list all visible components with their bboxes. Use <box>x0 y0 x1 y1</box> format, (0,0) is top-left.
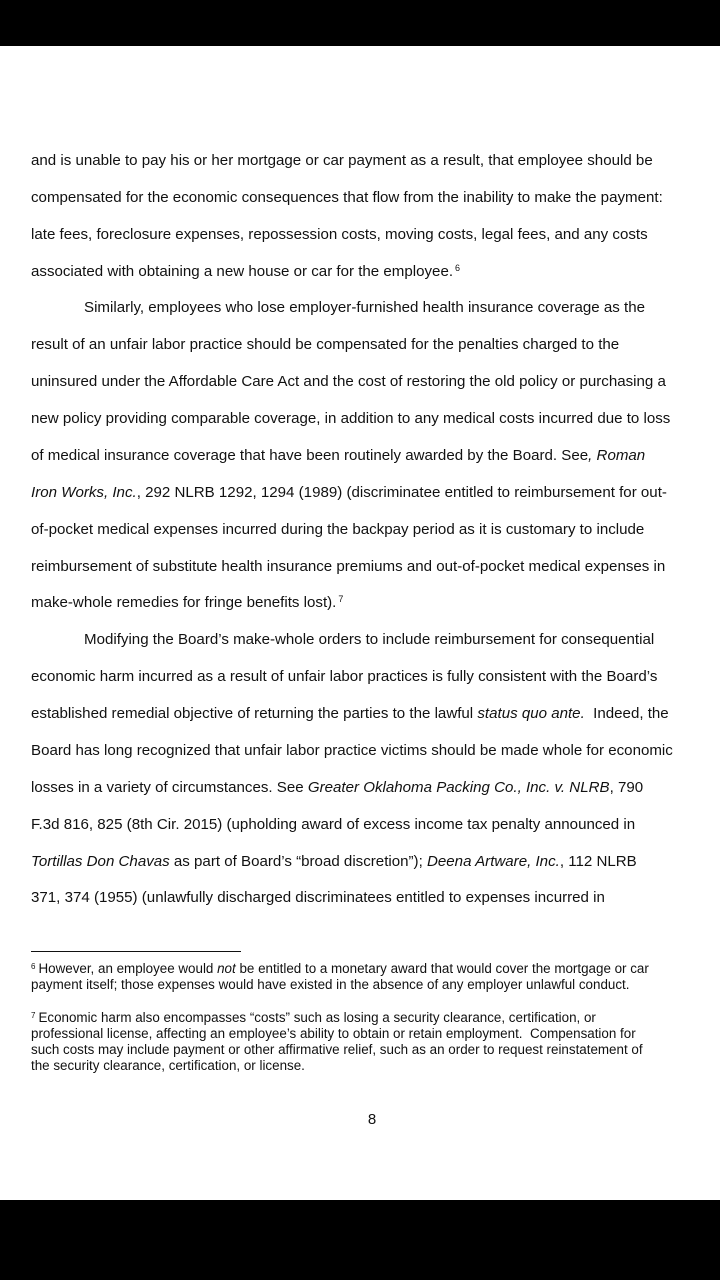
paragraph-start: Modifying the Board’s make-whole orders to include reimbursement for consequential <box>84 631 655 648</box>
paragraph-start: Similarly, employees who lose employer-furnished health insurance coverage as the <box>84 299 645 316</box>
footnote-6-line: payment itself; those expenses would have existed in the absence of any employer unlawful conduct. <box>31 977 630 992</box>
body-line: Board has long recognized that unfair labor practice victims should be made whole for economic <box>31 742 673 759</box>
body-line: established remedial objective of returning the parties to the lawful status quo ante. Indeed, the <box>31 705 669 722</box>
footnote-6: $^6$ However, an employee would not be entitled to a monetary award that would cover the mortgage or car <box>31 961 649 976</box>
bottom-black-bar <box>0 1200 720 1280</box>
footnote-7: $^7$ Economic harm also encompasses “costs” such as losing a security clearance, certification, or <box>31 1010 596 1025</box>
body-line: uninsured under the Affordable Care Act and the cost of restoring the old policy or purchasing a <box>31 373 666 390</box>
body-line: and is unable to pay his or her mortgage or car payment as a result, that employee should be <box>31 152 653 169</box>
footnote-number: 7 <box>31 1011 36 1020</box>
page-number: 8 <box>367 1111 377 1128</box>
footnote-number: 6 <box>31 962 36 971</box>
body-line: make-whole remedies for fringe benefits lost). $^7$ <box>31 594 344 611</box>
body-line: late fees, foreclosure expenses, repossession costs, moving costs, legal fees, and any costs <box>31 226 648 243</box>
footnote-7-line: the security clearance, certification, or license. <box>31 1058 305 1073</box>
footnote-divider <box>31 951 241 952</box>
footnote-ref-7[interactable]: 7 <box>338 594 344 604</box>
top-black-bar <box>0 0 720 46</box>
body-line: Tortillas Don Chavas as part of Board’s “broad discretion”); Deena Artware, Inc., 112 NLRB <box>31 853 637 870</box>
body-line: Iron Works, Inc., 292 NLRB 1292, 1294 (1989) (discriminatee entitled to reimbursement for out- <box>31 484 667 501</box>
footnote-ref-6[interactable]: 6 <box>455 263 461 273</box>
body-line: new policy providing comparable coverage, in addition to any medical costs incurred due to loss <box>31 410 671 427</box>
body-line: of-pocket medical expenses incurred during the backpay period as it is customary to include <box>31 521 645 538</box>
footnote-7-line: such costs may include payment or other affirmative relief, such as an order to request reinstatement of <box>31 1042 643 1057</box>
body-line: result of an unfair labor practice should be compensated for the penalties charged to the <box>31 336 620 353</box>
body-line: 371, 374 (1955) (unlawfully discharged discriminatees entitled to expenses incurred in <box>31 889 605 906</box>
body-line: economic harm incurred as a result of unfair labor practices is fully consistent with the Board’s <box>31 668 658 685</box>
document-page[interactable] <box>0 46 720 1200</box>
body-line: of medical insurance coverage that have been routinely awarded by the Board. See, Roman <box>31 447 646 464</box>
body-line: losses in a variety of circumstances. See Greater Oklahoma Packing Co., Inc. v. NLRB, 790 <box>31 779 644 796</box>
footnote-7-line: professional license, affecting an employee’s ability to obtain or retain employment. Compensation for <box>31 1026 636 1041</box>
body-line: associated with obtaining a new house or car for the employee. $^6$ <box>31 263 461 280</box>
body-line: F.3d 816, 825 (8th Cir. 2015) (upholding award of excess income tax penalty announced in <box>31 816 636 833</box>
body-line: compensated for the economic consequences that flow from the inability to make the payment: <box>31 189 663 206</box>
body-line: reimbursement of substitute health insurance premiums and out-of-pocket medical expenses in <box>31 558 666 575</box>
